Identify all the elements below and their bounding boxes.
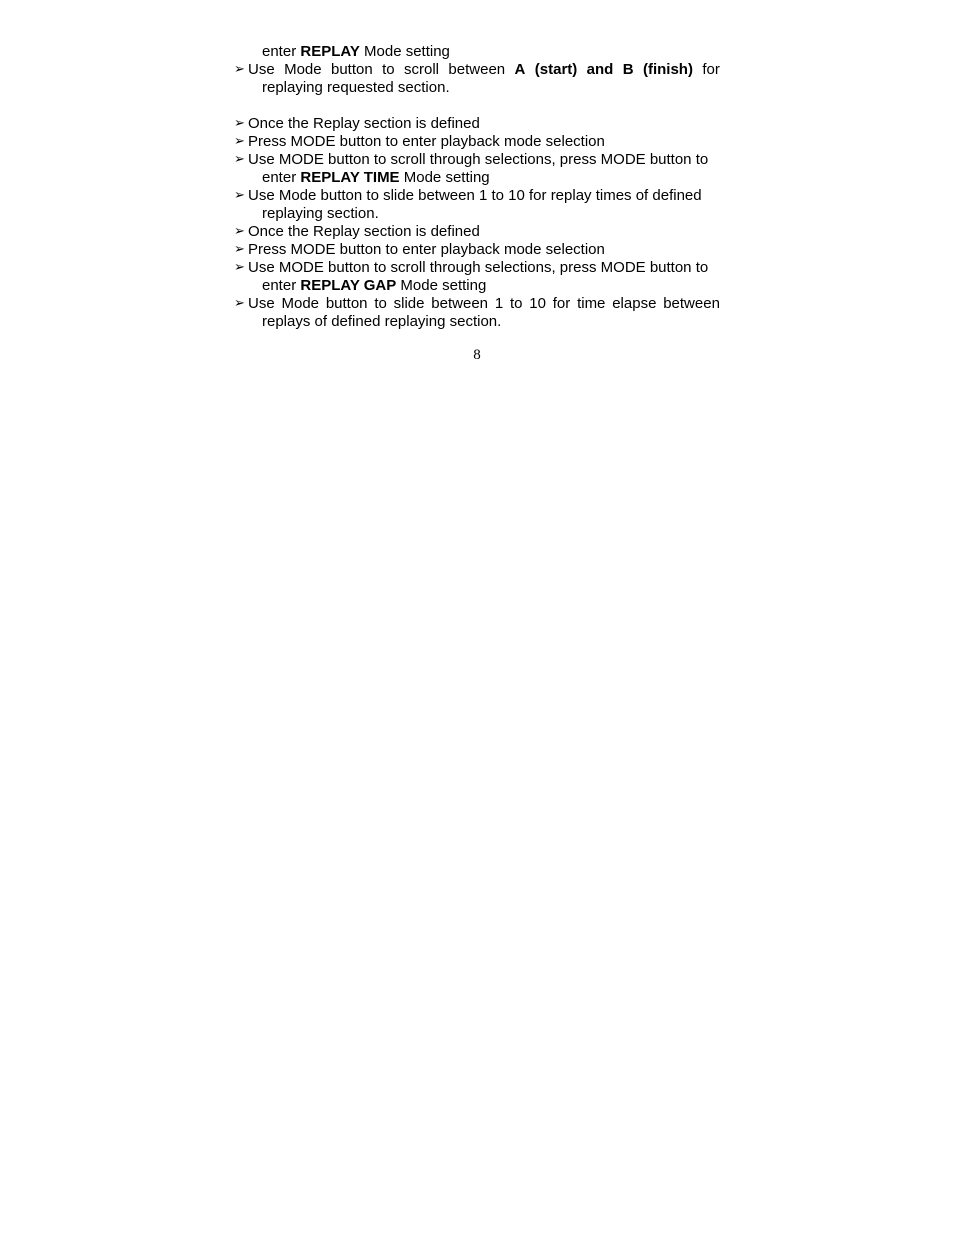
- continuation-line: replaying requested section.: [262, 79, 450, 96]
- justified-line: [248, 61, 720, 79]
- continuation-line: [248, 169, 720, 187]
- list-item: [234, 133, 720, 151]
- bold-word: (finish): [642, 61, 693, 78]
- arrow-bullet-icon: ➢: [234, 188, 245, 203]
- word: slide: [393, 295, 425, 312]
- word: between: [663, 295, 720, 312]
- item-text: Use MODE button to scroll through selections, press MODE button to: [248, 151, 709, 168]
- item-text: Use Mode button to slide between 1 to 10 for replay times of defined: [248, 187, 702, 204]
- word: Mode: [284, 61, 322, 78]
- list-item: [234, 241, 720, 259]
- word: between: [448, 61, 506, 78]
- word: Use: [248, 61, 275, 78]
- list-item: [234, 295, 720, 331]
- text-span: enter: [262, 169, 297, 186]
- word: for: [702, 61, 720, 78]
- word: 10: [529, 295, 546, 312]
- text-span: Mode setting: [364, 43, 450, 60]
- bold-word: B: [622, 61, 634, 78]
- continuation-line: replaying section.: [262, 205, 379, 222]
- manual-page-body: [234, 43, 720, 331]
- word: between: [431, 295, 489, 312]
- word: button: [331, 61, 373, 78]
- text-span: Mode setting: [400, 277, 487, 294]
- word: Use: [248, 295, 275, 312]
- word: 1: [494, 295, 504, 312]
- bold-term: REPLAY GAP: [300, 277, 397, 294]
- list-item: [234, 151, 720, 187]
- word: to: [509, 295, 523, 312]
- word: time: [577, 295, 606, 312]
- word: to: [374, 295, 387, 312]
- arrow-bullet-icon: ➢: [234, 296, 245, 311]
- word: button: [325, 295, 368, 312]
- bold-term: REPLAY TIME: [300, 169, 400, 186]
- item-text: Press MODE button to enter playback mode selection: [248, 133, 605, 150]
- arrow-bullet-icon: ➢: [234, 116, 245, 131]
- word: scroll: [404, 61, 440, 78]
- justified-line: [248, 295, 720, 313]
- paragraph-gap: [234, 97, 720, 115]
- lead-line: [234, 43, 720, 61]
- arrow-bullet-icon: ➢: [234, 224, 245, 239]
- bold-word: and: [586, 61, 614, 78]
- list-item: [234, 259, 720, 295]
- arrow-bullet-icon: ➢: [234, 260, 245, 275]
- item-text: Once the Replay section is defined: [248, 223, 480, 240]
- continuation-line: replays of defined replaying section.: [262, 313, 502, 330]
- list-item: [234, 223, 720, 241]
- item-text: Use MODE button to scroll through selections, press MODE button to: [248, 259, 709, 276]
- arrow-bullet-icon: ➢: [234, 134, 245, 149]
- list-item: [234, 115, 720, 133]
- word: elapse: [612, 295, 657, 312]
- text-span: Mode setting: [403, 169, 490, 186]
- word: to: [382, 61, 395, 78]
- bold-term: REPLAY: [300, 43, 360, 60]
- arrow-bullet-icon: ➢: [234, 152, 245, 167]
- list-item: [234, 61, 720, 97]
- arrow-bullet-icon: ➢: [234, 62, 245, 77]
- text-span: enter: [262, 277, 297, 294]
- page-number: 8: [473, 347, 481, 363]
- item-text: Press MODE button to enter playback mode selection: [248, 241, 605, 258]
- list-item: [234, 187, 720, 223]
- word: Mode: [281, 295, 320, 312]
- arrow-bullet-icon: ➢: [234, 242, 245, 257]
- bold-word: (start): [534, 61, 578, 78]
- item-text: Once the Replay section is defined: [248, 115, 480, 132]
- bold-word: A: [514, 61, 526, 78]
- continuation-line: [248, 277, 720, 295]
- word: for: [552, 295, 571, 312]
- text-span: enter: [262, 43, 297, 60]
